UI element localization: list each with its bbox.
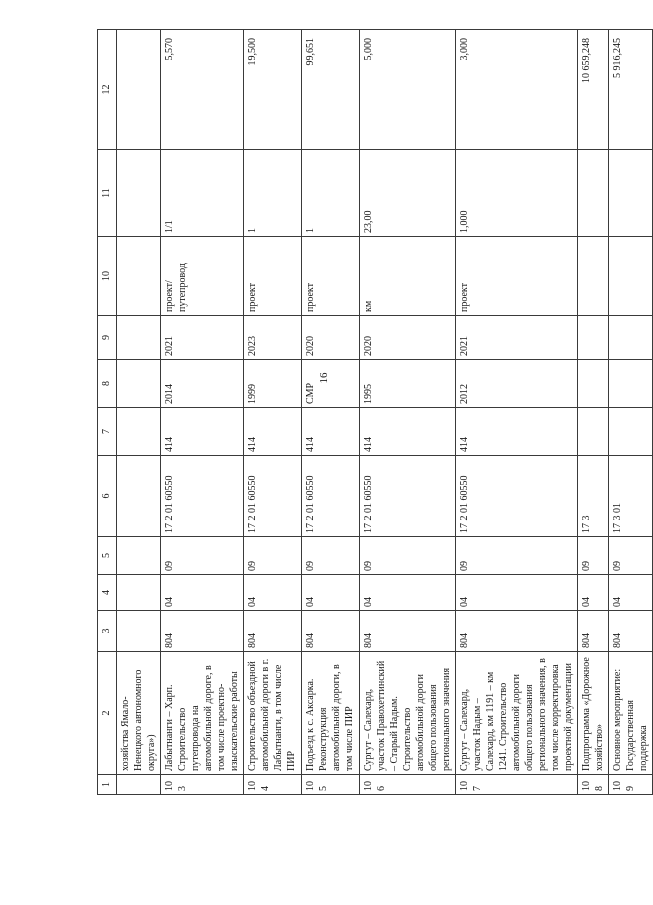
- table-cell-name: Подъезд к с. Аксарка. Реконструкция автомобильной дороги, в том числе ПИР: [302, 652, 360, 775]
- column-header: 9: [98, 316, 117, 360]
- table-cell: км: [360, 237, 456, 316]
- budget-table: [97, 29, 653, 795]
- table-cell: [117, 537, 161, 575]
- table-cell: [117, 575, 161, 611]
- table-cell-name: Лабытнанги – Харп. Строительство путепровода на автомобильной дороге, в том числе проектно-изыскательские работы: [161, 652, 244, 775]
- table-cell-name: хозяйства Ямало-Ненецкого автономного округа»): [117, 652, 161, 775]
- table-cell: [609, 408, 653, 456]
- table-cell: 2012: [456, 360, 578, 408]
- table-cell-amount: 5 916,245: [609, 30, 653, 150]
- table-cell: 17 2 01 60550: [161, 456, 244, 537]
- table-cell: [578, 360, 609, 408]
- table-cell: 414: [456, 408, 578, 456]
- column-header: 11: [98, 150, 117, 237]
- table-cell-name: Подпрограмма «Дорожное хозяйство»: [578, 652, 609, 775]
- table-cell: [117, 775, 161, 795]
- row-number: 105: [302, 775, 360, 795]
- table-cell: 2021: [456, 316, 578, 360]
- table-cell: проект/путепровод: [161, 237, 244, 316]
- table-cell: 09: [161, 537, 244, 575]
- row-number: 108: [578, 775, 609, 795]
- table-cell: 04: [161, 575, 244, 611]
- table-cell: 804: [360, 611, 456, 652]
- table-cell: 17 2 01 60550: [302, 456, 360, 537]
- table-cell: 09: [360, 537, 456, 575]
- table-cell: 17 2 01 60550: [456, 456, 578, 537]
- table-cell: 804: [302, 611, 360, 652]
- column-header: 6: [98, 456, 117, 537]
- table-cell: 1999: [244, 360, 302, 408]
- table-cell: [117, 360, 161, 408]
- table-cell: 04: [609, 575, 653, 611]
- table-cell: [578, 316, 609, 360]
- table-cell-amount: 99,651: [302, 30, 360, 150]
- table-row: [456, 30, 578, 795]
- row-number: 107: [456, 775, 578, 795]
- table-cell: [117, 611, 161, 652]
- table-cell: 1995: [360, 360, 456, 408]
- table-cell: [117, 456, 161, 537]
- table-cell: СМР: [302, 360, 360, 408]
- table-cell: проект: [302, 237, 360, 316]
- table-cell-name: Сургут – Салехард, участок Надым – Салехард, км 1191 – км 1241. Строительство автомобильной дороги общего пользования регионального значения, в том числе корректировка проектной документации: [456, 652, 578, 775]
- table-cell: 804: [244, 611, 302, 652]
- table-cell: 09: [302, 537, 360, 575]
- column-header: 10: [98, 237, 117, 316]
- table-cell: [117, 150, 161, 237]
- column-header: 8: [98, 360, 117, 408]
- table-cell: [117, 408, 161, 456]
- table-cell: 23,00: [360, 150, 456, 237]
- table-row-continuation: [117, 30, 161, 795]
- table-cell: проект: [456, 237, 578, 316]
- table-row: [609, 30, 653, 795]
- row-number: 104: [244, 775, 302, 795]
- table-cell: 2021: [161, 316, 244, 360]
- table-cell: 414: [360, 408, 456, 456]
- table-cell: 1: [302, 150, 360, 237]
- table-cell: 2014: [161, 360, 244, 408]
- table-cell: 04: [360, 575, 456, 611]
- table-cell: [117, 30, 161, 150]
- row-number: 106: [360, 775, 456, 795]
- table-cell: 17 3 01: [609, 456, 653, 537]
- header-row: [98, 30, 117, 795]
- table-cell: 804: [578, 611, 609, 652]
- table-cell: 1,000: [456, 150, 578, 237]
- table-cell: 2020: [360, 316, 456, 360]
- table-cell: [609, 150, 653, 237]
- table-cell: [578, 408, 609, 456]
- table-cell: [609, 237, 653, 316]
- column-header: 3: [98, 611, 117, 652]
- row-number: 109: [609, 775, 653, 795]
- table-cell: 09: [244, 537, 302, 575]
- table-cell: 04: [578, 575, 609, 611]
- table-cell-amount: 19,500: [244, 30, 302, 150]
- row-number: 103: [161, 775, 244, 795]
- table-cell: 17 3: [578, 456, 609, 537]
- table-cell-amount: 5,000: [360, 30, 456, 150]
- table-cell: 414: [244, 408, 302, 456]
- table-cell: 09: [456, 537, 578, 575]
- table-cell: 414: [161, 408, 244, 456]
- table-cell: 2020: [302, 316, 360, 360]
- table-cell: 414: [302, 408, 360, 456]
- table-cell-amount: 10 659,248: [578, 30, 609, 150]
- table-cell: 1/1: [161, 150, 244, 237]
- table-cell: проект: [244, 237, 302, 316]
- table-cell: 804: [609, 611, 653, 652]
- page-number: 16: [318, 372, 330, 384]
- table-cell-amount: 3,000: [456, 30, 578, 150]
- table-cell-amount: 5,570: [161, 30, 244, 150]
- table-row: [578, 30, 609, 795]
- table-cell: [578, 237, 609, 316]
- table-cell: [117, 316, 161, 360]
- table-cell: [117, 237, 161, 316]
- column-header: 4: [98, 575, 117, 611]
- table-cell: 804: [161, 611, 244, 652]
- table-cell: [609, 316, 653, 360]
- table-cell: 17 2 01 60550: [244, 456, 302, 537]
- table-cell: 1: [244, 150, 302, 237]
- table-cell-name: Основное мероприятие: Государственная поддержка: [609, 652, 653, 775]
- table-row: [244, 30, 302, 795]
- table-cell: 04: [244, 575, 302, 611]
- table-row: [302, 30, 360, 795]
- table-cell: 17 2 01 60550: [360, 456, 456, 537]
- table-container: [97, 30, 649, 795]
- table-cell: 04: [456, 575, 578, 611]
- table-cell: 09: [578, 537, 609, 575]
- table-cell-name: Строительство объездной автомобильной дороги в г. Лабытнанги, в том числе ПИР: [244, 652, 302, 775]
- table-cell: 2023: [244, 316, 302, 360]
- table-cell: 09: [609, 537, 653, 575]
- table-row: [360, 30, 456, 795]
- table-cell: 04: [302, 575, 360, 611]
- table-cell: [578, 150, 609, 237]
- column-header: 5: [98, 537, 117, 575]
- column-header: 12: [98, 30, 117, 150]
- table-row: [161, 30, 244, 795]
- column-header: 7: [98, 408, 117, 456]
- column-header: 1: [98, 775, 117, 795]
- column-header: 2: [98, 652, 117, 775]
- table-cell: [609, 360, 653, 408]
- table-cell: 804: [456, 611, 578, 652]
- table-cell-name: Сургут – Салехард, участок Правохеттинский – Старый Надым. Строительство автомобильной дороги общего пользования регионального значения: [360, 652, 456, 775]
